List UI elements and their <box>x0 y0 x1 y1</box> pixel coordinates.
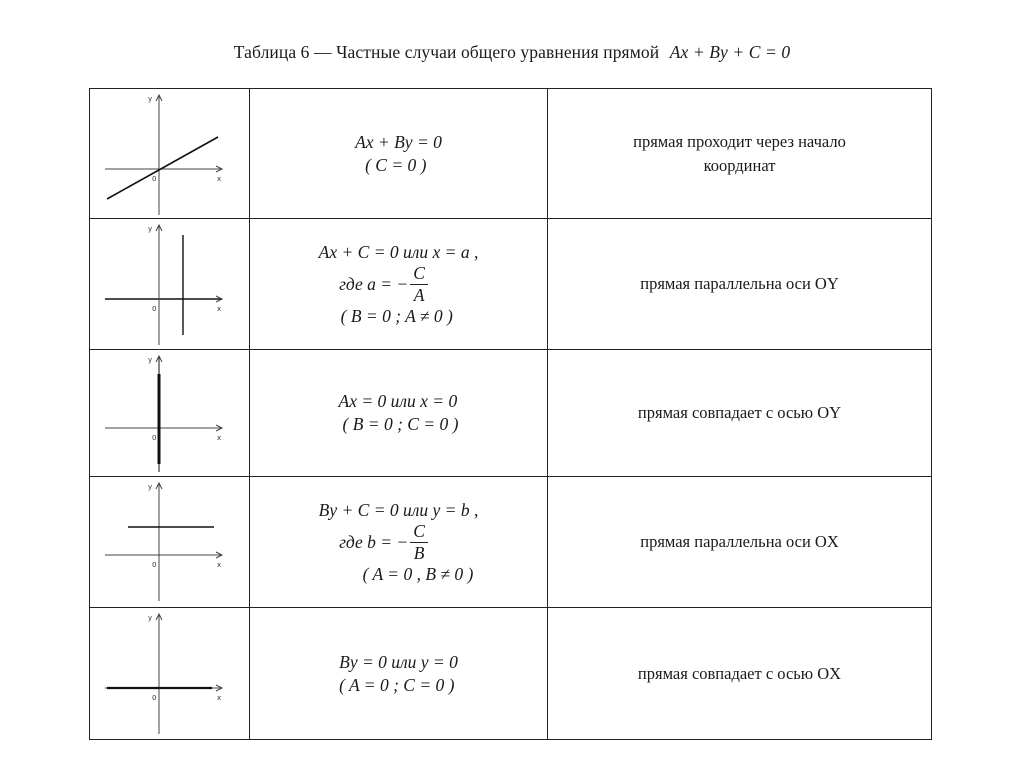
formula-cell <box>250 350 548 477</box>
formula-where <box>319 263 479 304</box>
description-line: прямая параллельна оси OY <box>640 274 839 294</box>
y-axis-label: y <box>148 225 153 233</box>
graph-line-through-origin <box>90 89 249 219</box>
formula-line: By + C = 0 или y = b , <box>318 499 479 520</box>
formula-cell <box>250 219 548 350</box>
graph-cell <box>90 89 250 219</box>
formula-where-text: где b = − <box>339 531 409 552</box>
formula-condition: ( B = 0 ; A ≠ 0 ) <box>340 305 453 326</box>
graph-y-axis-line <box>90 350 249 477</box>
formula-where <box>319 521 479 562</box>
formula-line: By = 0 или y = 0 <box>339 651 458 672</box>
x-axis-label: x <box>217 561 222 569</box>
formula-where-text: где a = − <box>339 273 409 294</box>
plot-line <box>107 137 218 199</box>
caption-text: Таблица 6 — Частные случаи общего уравнения прямой <box>233 42 660 62</box>
graph-cell <box>90 608 250 740</box>
description-cell <box>548 608 932 740</box>
description-cell <box>548 350 932 477</box>
formula-line: Ax + C = 0 или x = a , <box>318 241 479 262</box>
y-axis-label: y <box>148 95 153 103</box>
table-row <box>90 219 932 350</box>
description-line: прямая параллельна оси OX <box>640 532 839 552</box>
caption-formula: Ax + By + C = 0 <box>669 42 791 62</box>
x-axis-label: x <box>217 305 222 313</box>
description-cell <box>548 219 932 350</box>
description-line: координат <box>703 155 776 175</box>
origin-label: 0 <box>152 175 157 183</box>
y-axis-label: y <box>148 483 153 491</box>
origin-label: 0 <box>152 434 157 442</box>
x-axis-label: x <box>217 434 222 442</box>
formula-condition: ( A = 0 ; C = 0 ) <box>339 674 455 695</box>
origin-label: 0 <box>152 305 157 313</box>
graph-cell <box>90 477 250 608</box>
graph-vertical-line <box>90 219 249 350</box>
formula-condition: ( A = 0 , B ≠ 0 ) <box>362 563 474 584</box>
y-axis-label: y <box>148 614 153 622</box>
description-line: прямая проходит через начало <box>633 132 846 152</box>
y-axis-label: y <box>148 356 153 364</box>
formula-line: Ax + By = 0 <box>355 131 442 152</box>
x-axis-label: x <box>217 694 222 702</box>
special-cases-table <box>89 88 932 740</box>
origin-label: 0 <box>152 694 157 702</box>
fraction-denominator: B <box>413 542 425 563</box>
graph-x-axis-line <box>90 608 249 740</box>
fraction <box>410 263 428 304</box>
formula-cell <box>250 89 548 219</box>
formula-condition: ( B = 0 ; C = 0 ) <box>342 414 459 434</box>
fraction-numerator: C <box>410 521 428 542</box>
formula-condition: ( C = 0 ) <box>365 154 427 175</box>
description-line: прямая совпадает с осью OY <box>637 403 842 423</box>
formula-line: Ax = 0 или x = 0 <box>338 391 458 412</box>
graph-horizontal-line <box>90 477 249 608</box>
description-cell <box>548 89 932 219</box>
table-row <box>90 477 932 608</box>
table-row <box>90 608 932 740</box>
formula-cell <box>250 608 548 740</box>
graph-cell <box>90 219 250 350</box>
table-row <box>90 350 932 477</box>
fraction-numerator: C <box>410 263 428 284</box>
graph-cell <box>90 350 250 477</box>
description-line: прямая совпадает с осью OX <box>637 663 842 683</box>
table-caption <box>0 42 1024 63</box>
table-row <box>90 89 932 219</box>
x-axis-label: x <box>217 175 222 183</box>
formula-cell <box>250 477 548 608</box>
origin-label: 0 <box>152 561 157 569</box>
fraction-denominator: A <box>413 284 425 305</box>
description-cell <box>548 477 932 608</box>
fraction <box>410 521 428 562</box>
